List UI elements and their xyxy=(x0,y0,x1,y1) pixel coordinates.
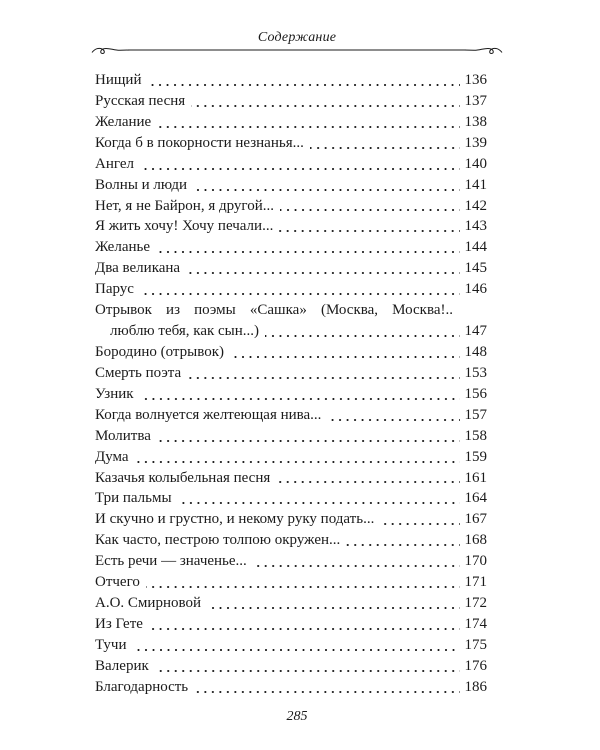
dot-leader xyxy=(149,628,460,630)
toc-entry-title: Два великана xyxy=(95,260,181,277)
toc-entry-title: Русская песня xyxy=(95,92,186,109)
toc-entry-title: Когда б в покорности незнанья... xyxy=(95,134,304,151)
toc-list xyxy=(95,70,487,698)
toc-entry xyxy=(95,196,487,217)
header-ornament xyxy=(90,42,504,58)
toc-entry-title: Я жить хочу! Хочу печали... xyxy=(95,218,274,235)
dot-leader xyxy=(140,168,460,170)
toc-entry xyxy=(95,405,487,426)
toc-entry-title: Валерик xyxy=(95,657,149,674)
toc-entry-page: 186 xyxy=(464,678,487,695)
toc-entry-page: 172 xyxy=(464,595,487,612)
dot-leader xyxy=(187,377,459,379)
toc-entry-page: 159 xyxy=(464,448,487,465)
toc-entry-title: Нет, я не Байрон, я другой... xyxy=(95,197,274,214)
toc-entry-title: Желание xyxy=(95,113,152,130)
toc-entry xyxy=(95,509,487,530)
toc-entry-page: 164 xyxy=(464,490,487,507)
dot-leader xyxy=(135,461,460,463)
toc-entry xyxy=(95,468,487,489)
toc-entry xyxy=(95,300,487,342)
toc-entry-page: 157 xyxy=(464,406,487,423)
toc-entry-page: 148 xyxy=(464,343,487,360)
dot-leader xyxy=(346,544,459,546)
toc-entry xyxy=(95,447,487,468)
toc-entry-page: 146 xyxy=(464,281,487,298)
toc-entry-title: Желанье xyxy=(95,239,151,256)
toc-entry-title: Узник xyxy=(95,385,134,402)
toc-entry-title: Волны и люди xyxy=(95,176,188,193)
toc-entry-page: 143 xyxy=(464,218,487,235)
toc-entry-title: Нищий xyxy=(95,71,142,88)
toc-entry xyxy=(95,593,487,614)
toc-entry xyxy=(95,112,487,133)
dot-leader xyxy=(193,189,459,191)
page-number: 285 xyxy=(286,709,308,724)
toc-entry-page: 170 xyxy=(464,553,487,570)
toc-entry-page: 174 xyxy=(464,615,487,632)
dot-leader xyxy=(207,607,460,609)
dot-leader xyxy=(276,481,459,483)
toc-entry-title: Отчего xyxy=(95,574,140,591)
toc-entry-title: Из Гете xyxy=(95,615,143,632)
toc-entry xyxy=(95,530,487,551)
toc-entry-page: 141 xyxy=(464,176,487,193)
toc-entry-page: 171 xyxy=(464,574,487,591)
toc-entry-page: 158 xyxy=(464,427,487,444)
dot-leader xyxy=(191,105,459,107)
toc-entry xyxy=(95,91,487,112)
dot-leader xyxy=(178,502,460,504)
toc-entry-page: 138 xyxy=(464,113,487,130)
toc-entry-page: 140 xyxy=(464,155,487,172)
toc-entry-page: 139 xyxy=(464,134,487,151)
dot-leader xyxy=(155,670,460,672)
dot-leader xyxy=(310,147,460,149)
toc-entry-title-continuation: люблю тебя, как сын...) xyxy=(110,323,260,340)
dot-leader xyxy=(157,440,460,442)
section-title: Содержание xyxy=(257,30,337,45)
toc-entry xyxy=(95,237,487,258)
toc-entry xyxy=(95,154,487,175)
toc-entry-title: Казачья колыбельная песня xyxy=(95,469,271,486)
toc-entry xyxy=(95,175,487,196)
dot-leader xyxy=(133,649,460,651)
toc-entry-title: Ангел xyxy=(95,155,134,172)
toc-entry-title: Бородино (отрывок) xyxy=(95,343,224,360)
dot-leader xyxy=(253,565,460,567)
toc-entry-title: Дума xyxy=(95,448,129,465)
dot-leader xyxy=(194,691,459,693)
toc-entry xyxy=(95,656,487,677)
toc-entry-page: 136 xyxy=(464,71,487,88)
toc-entry-title: Как часто, пестрою толпою окружен... xyxy=(95,532,341,549)
toc-entry xyxy=(95,635,487,656)
toc-entry-page: 156 xyxy=(464,385,487,402)
dot-leader xyxy=(380,523,459,525)
toc-entry xyxy=(95,384,487,405)
toc-entry-title: Парус xyxy=(95,281,134,298)
dot-leader xyxy=(327,419,459,421)
toc-entry-title: Молитва xyxy=(95,427,151,444)
dot-leader xyxy=(140,293,460,295)
toc-entry xyxy=(95,614,487,635)
toc-entry-page: 176 xyxy=(464,657,487,674)
toc-entry-page: 167 xyxy=(464,511,487,528)
toc-entry-page: 153 xyxy=(464,364,487,381)
dot-leader xyxy=(147,84,459,86)
dot-leader xyxy=(230,356,460,358)
toc-entry-title: Когда волнуется желтеющая нива... xyxy=(95,406,322,423)
toc-entry xyxy=(95,551,487,572)
toc-entry-title: Есть речи — значенье... xyxy=(95,553,247,570)
toc-entry xyxy=(95,677,487,698)
dot-leader xyxy=(280,209,460,211)
toc-entry xyxy=(95,216,487,237)
toc-entry xyxy=(95,572,487,593)
toc-entry-title: Смерть поэта xyxy=(95,364,182,381)
toc-entry xyxy=(95,279,487,300)
toc-entry xyxy=(95,70,487,91)
toc-entry-title: Отрывок из поэмы «Сашка» (Москва, Москва!.. xyxy=(95,302,453,319)
dot-leader xyxy=(146,586,460,588)
dot-leader xyxy=(265,335,459,337)
toc-entry xyxy=(95,363,487,384)
dot-leader xyxy=(186,272,459,274)
toc-entry-title: И скучно и грустно, и некому руку подать... xyxy=(95,511,375,528)
toc-entry-title: Благодарность xyxy=(95,678,189,695)
dot-leader xyxy=(157,126,459,128)
toc-entry-title: Тучи xyxy=(95,636,127,653)
dot-leader xyxy=(279,230,459,232)
toc-entry xyxy=(95,258,487,279)
toc-entry xyxy=(95,342,487,363)
toc-entry-page: 145 xyxy=(464,260,487,277)
toc-entry-page: 142 xyxy=(464,197,487,214)
toc-entry-title: А.О. Смирновой xyxy=(95,595,201,612)
toc-entry xyxy=(95,133,487,154)
toc-entry-page: 147 xyxy=(464,323,487,340)
dot-leader xyxy=(140,398,460,400)
toc-entry xyxy=(95,426,487,447)
toc-entry-title: Три пальмы xyxy=(95,490,172,507)
toc-entry xyxy=(95,488,487,509)
toc-entry-continuation xyxy=(95,321,487,342)
dot-leader xyxy=(156,251,459,253)
toc-entry-page: 161 xyxy=(464,469,487,486)
toc-entry-page: 137 xyxy=(464,92,487,109)
toc-entry-page: 168 xyxy=(464,532,487,549)
toc-entry-first-line xyxy=(95,300,487,321)
toc-entry-page: 175 xyxy=(464,636,487,653)
toc-entry-page: 144 xyxy=(464,239,487,256)
